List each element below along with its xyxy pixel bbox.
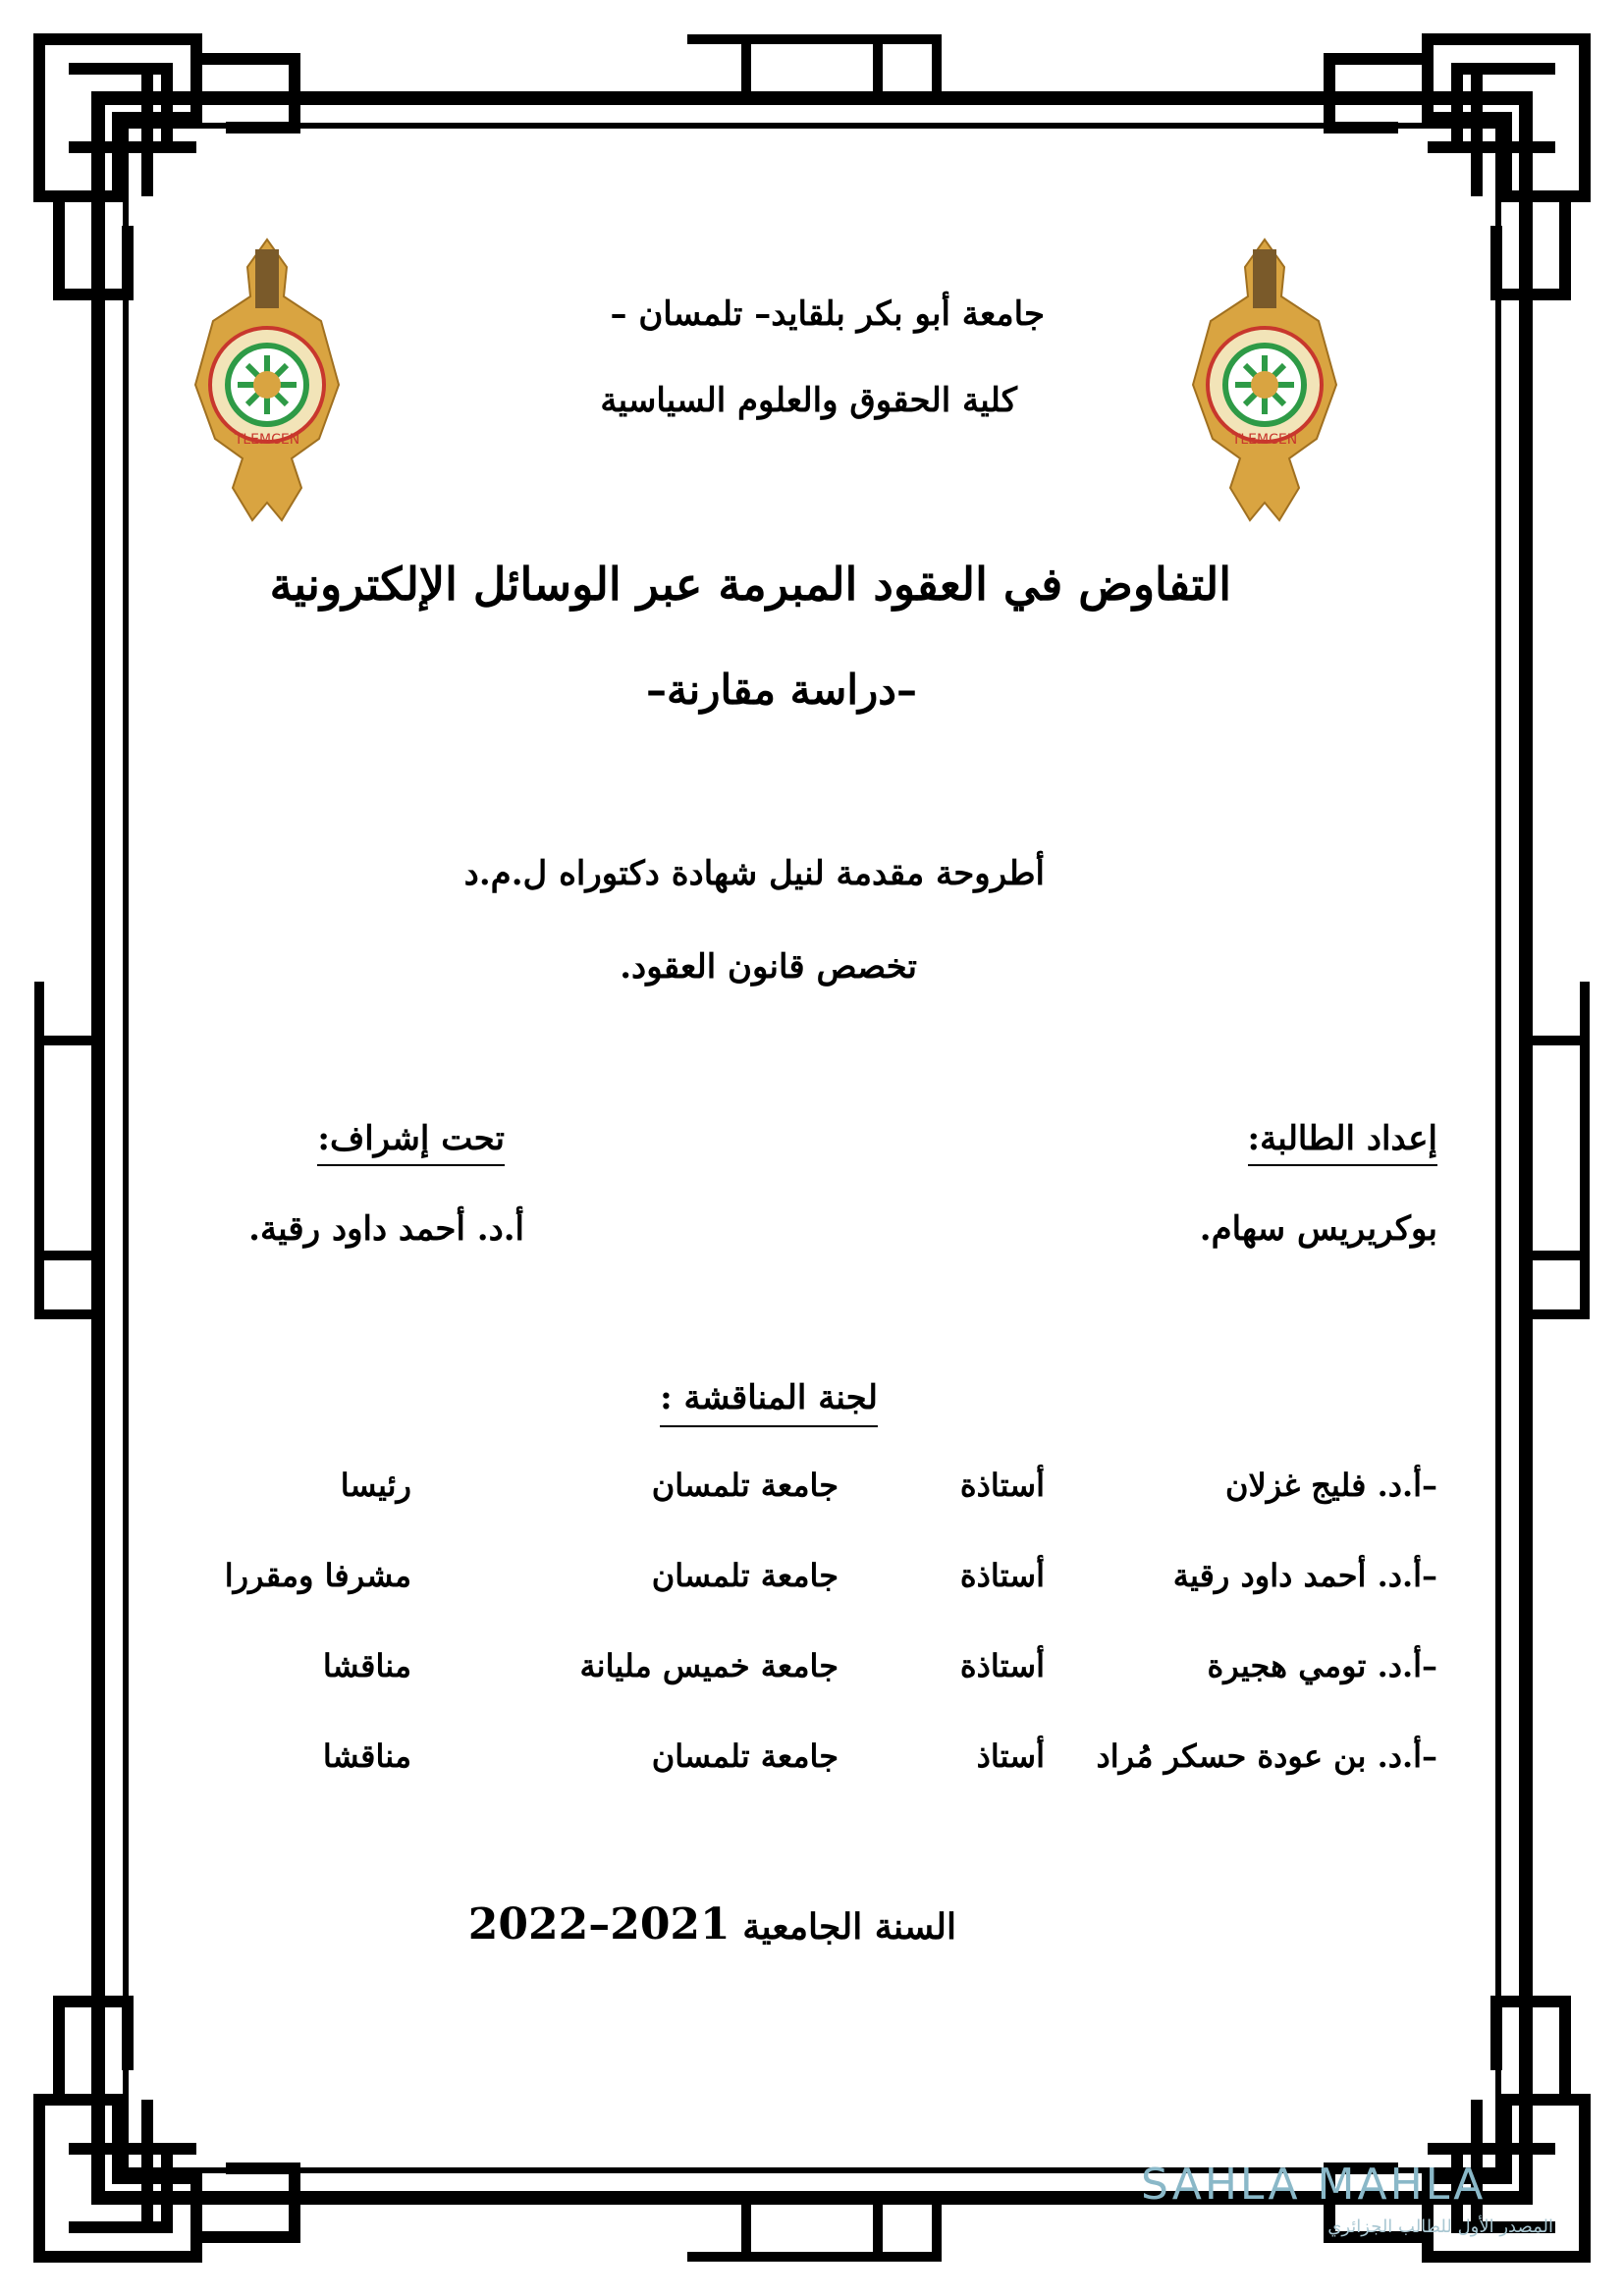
university-logo-right [1191,238,1338,522]
jury-member-university: جامعة تلمسان [651,1557,839,1594]
faculty-name: كلية الحقوق والعلوم السياسية [600,381,1017,420]
jury-member-rank: أستاذ [976,1737,1045,1775]
academic-year-label: السنة الجامعية [742,1906,956,1948]
supervisor-name: أ.د. أحمد داود رقية. [248,1209,524,1249]
academic-year-value: 2021–2022 [467,1899,731,1949]
jury-member-row [0,1557,1624,1616]
jury-member-name: –أ.د. أحمد داود رقية [1172,1557,1437,1594]
supervisor-label: تحت إشراف: [317,1119,505,1166]
jury-member-role: مناقشا [322,1647,411,1684]
jury-member-university: جامعة تلمسان [651,1737,839,1775]
thesis-subtitle: –دراسة مقارنة– [645,666,917,714]
jury-member-university: جامعة تلمسان [651,1467,839,1504]
jury-member-name: –أ.د. فليج غزلان [1224,1467,1437,1504]
degree-statement: أطروحة مقدمة لنيل شهادة دكتوراه ل.م.د [463,854,1045,893]
watermark-brand: SAHLA MAHLA [1141,2160,1487,2210]
specialty: تخصص قانون العقود. [620,947,917,987]
student-name: بوكريريس سهام. [1199,1209,1437,1249]
student-label: إعداد الطالبة: [1248,1119,1437,1166]
jury-member-role: مشرفا ومقررا [224,1557,411,1594]
watermark-tagline: المصدر الأول للطالب الجزائري [1327,2216,1553,2237]
jury-member-university: جامعة خميس مليانة [579,1647,839,1684]
logo-text: TLEMCEN [234,432,300,448]
jury-member-row [0,1737,1624,1796]
jury-member-name: –أ.د. بن عودة حسكر مُراد [1096,1737,1437,1775]
jury-member-row [0,1467,1624,1525]
jury-member-rank: أستاذة [959,1557,1045,1594]
university-name: جامعة أبو بكر بلقايد– تلمسان – [610,294,1045,334]
jury-member-row [0,1647,1624,1706]
logo-text: TLEMCEN [1231,432,1298,448]
jury-label: لجنة المناقشة : [660,1378,878,1427]
thesis-title: التفاوض في العقود المبرمة عبر الوسائل الإلكترونية [269,558,1231,611]
jury-member-rank: أستاذة [959,1467,1045,1504]
jury-member-rank: أستاذة [959,1647,1045,1684]
jury-member-role: مناقشا [322,1737,411,1775]
university-logo-left [193,238,341,522]
jury-member-role: رئيسا [340,1467,411,1504]
academic-year [468,1899,956,1949]
watermark [1141,2160,1593,2258]
jury-member-name: –أ.د. تومي هجيرة [1207,1647,1437,1684]
